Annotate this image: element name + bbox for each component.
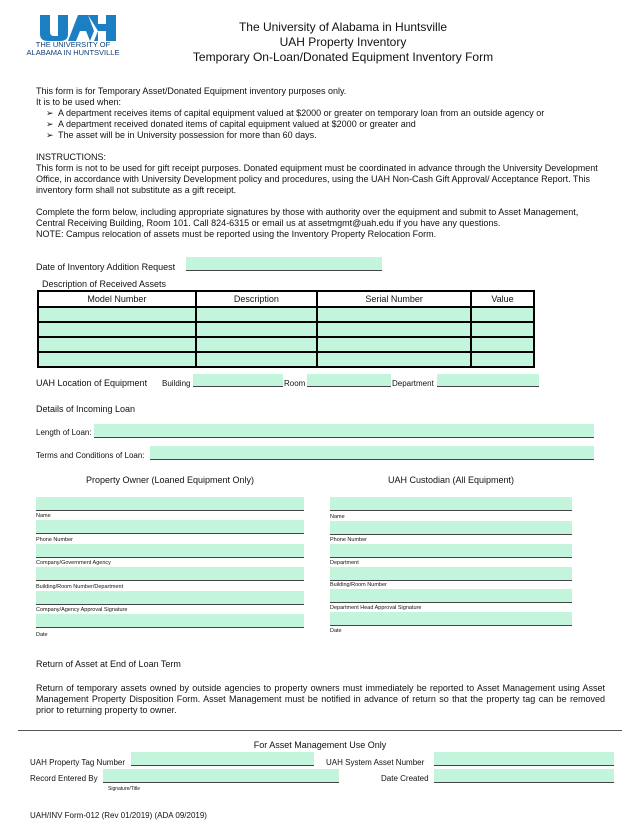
arrow-bullet-icon: ➢ [46, 108, 54, 118]
instructions-text: This form is not to be used for gift receipt purposes. Donated equipment must be coordinated in advance through the University Development Office, in accordance with University Development policy and procedures, using the UAH Non-Cash Gift Approval/ Acceptance Report. This inventory form shall not substitute as a gift receipt. [36, 163, 598, 195]
loan-length-field[interactable] [94, 424, 594, 437]
owner-company-field[interactable] [36, 544, 304, 557]
underline [193, 386, 283, 387]
header-line-3: Temporary On-Loan/Donated Equipment Inventory Form [192, 50, 494, 64]
underline [434, 782, 614, 783]
intro-bullet: ➢ A department received donated items of capital equipment valued at $2000 or greater and [46, 119, 416, 129]
building-label: Building [162, 379, 191, 388]
underline [330, 580, 572, 581]
underline [150, 459, 594, 460]
location-label: UAH Location of Equipment [36, 378, 148, 388]
table-row [38, 322, 534, 337]
instructions-heading: INSTRUCTIONS: [36, 152, 107, 162]
underline [36, 533, 304, 534]
uah-logo [18, 12, 128, 62]
instructions-block [36, 152, 606, 196]
intro-purpose: This form is for Temporary Asset/Donated Equipment inventory purposes only. [36, 86, 347, 96]
logo-line-2: ALABAMA IN HUNTSVILLE [26, 48, 120, 57]
owner-building-field[interactable] [36, 567, 304, 580]
table-cell[interactable] [38, 337, 196, 352]
owner-building-label: Building/Room Number/Department [36, 584, 124, 590]
owner-name-field[interactable] [36, 497, 304, 510]
date-request-field[interactable] [186, 257, 382, 270]
date-created-field[interactable] [434, 769, 614, 782]
underline [103, 782, 339, 783]
custodian-name-label: Name [330, 514, 345, 520]
intro-use-when: It is to be used when: [36, 97, 122, 107]
table-cell[interactable] [196, 322, 318, 337]
custodian-date-field[interactable] [330, 612, 572, 625]
column-header: Model Number [38, 291, 196, 307]
relocation-note: NOTE: Campus relocation of assets must be reported using the Inventory Property Relocation Form. [36, 229, 437, 239]
underline [94, 437, 594, 438]
custodian-signature-label: Department Head Approval Signature [330, 605, 422, 611]
department-label: Department [392, 379, 434, 388]
custodian-building-field[interactable] [330, 567, 572, 580]
complete-text: Complete the form below, including appropriate signatures by those with authority over the equipment and submit to Asset Management, Central Receiving Building, Room 101. Call 824-6315 or email us at assetmgmt@uah.edu if you have any questions. [36, 207, 579, 228]
section-divider [18, 730, 622, 731]
underline [36, 557, 304, 558]
owner-phone-field[interactable] [36, 520, 304, 533]
owner-phone-label: Phone Number [36, 537, 73, 543]
table-cell[interactable] [38, 322, 196, 337]
table-cell[interactable] [471, 337, 534, 352]
table-cell[interactable] [317, 352, 471, 367]
arrow-bullet-icon: ➢ [46, 119, 54, 129]
header-line-2: UAH Property Inventory [279, 35, 407, 49]
column-header: Serial Number [317, 291, 471, 307]
underline [330, 625, 572, 626]
date-created-label: Date Created [381, 774, 429, 783]
underline [131, 765, 314, 766]
custodian-department-field[interactable] [330, 544, 572, 557]
custodian-date-label: Date [330, 628, 342, 634]
owner-heading: Property Owner (Loaned Equipment Only) [85, 475, 255, 485]
table-cell[interactable] [471, 307, 534, 322]
underline [434, 765, 614, 766]
tag-number-label: UAH Property Tag Number [30, 758, 125, 767]
underline [330, 510, 572, 511]
return-text: Return of temporary assets owned by outside agencies to property owners must immediately be reported to Asset Management using Asset Management Property Disposition Form. Asset Management must be notified in advance of return so that the property tag can be removed prior to returning property to owner. [36, 683, 605, 715]
underline [437, 386, 539, 387]
loan-heading: Details of Incoming Loan [36, 404, 136, 414]
custodian-phone-label: Phone Number [330, 537, 367, 543]
owner-date-label: Date [36, 632, 48, 638]
table-cell[interactable] [471, 322, 534, 337]
form-number-footer: UAH/INV Form-012 (Rev 01/2019) (ADA 09/2019) [30, 811, 207, 820]
table-cell[interactable] [471, 352, 534, 367]
header-line-1: The University of Alabama in Huntsville [238, 20, 448, 34]
underline [307, 386, 391, 387]
intro-bullet: ➢ A department receives items of capital equipment valued at $2000 or greater on temporary loan from an outside agency or [46, 108, 545, 118]
table-header-row [38, 291, 534, 307]
table-row [38, 307, 534, 322]
owner-signature-label: Company/Agency Approval Signature [36, 607, 128, 613]
table-cell[interactable] [38, 307, 196, 322]
custodian-signature-field[interactable] [330, 589, 572, 602]
owner-signature-field[interactable] [36, 591, 304, 604]
intro-bullet: ➢ The asset will be in University possession for more than 60 days. [46, 130, 317, 140]
signature-title-caption: Signature/Title [108, 786, 141, 792]
table-cell[interactable] [196, 337, 318, 352]
underline [36, 580, 304, 581]
arrow-bullet-icon: ➢ [46, 130, 54, 140]
custodian-heading: UAH Custodian (All Equipment) [387, 475, 515, 485]
custodian-name-field[interactable] [330, 497, 572, 510]
room-field[interactable] [307, 374, 391, 386]
description-label: Description of Received Assets [42, 279, 167, 289]
column-header: Value [471, 291, 534, 307]
owner-company-label: Company/Government Agency [36, 560, 111, 566]
custodian-department-label: Department [330, 560, 359, 566]
table-row [38, 352, 534, 367]
underline [36, 510, 304, 511]
system-asset-label: UAH System Asset Number [326, 758, 425, 767]
uah-logo-mark [28, 12, 118, 42]
room-label: Room [284, 379, 306, 388]
owner-name-label: Name [36, 513, 51, 519]
table-cell[interactable] [317, 307, 471, 322]
office-heading: For Asset Management Use Only [253, 740, 387, 750]
loan-length-label: Length of Loan: [36, 428, 92, 437]
table-cell[interactable] [196, 307, 318, 322]
table-cell[interactable] [317, 337, 471, 352]
entered-by-label: Record Entered By [30, 774, 98, 783]
system-asset-field[interactable] [434, 752, 614, 765]
return-heading: Return of Asset at End of Loan Term [36, 659, 181, 669]
entered-by-field[interactable] [103, 769, 339, 782]
custodian-phone-field[interactable] [330, 521, 572, 534]
owner-date-field[interactable] [36, 614, 304, 627]
underline [36, 627, 304, 628]
building-field[interactable] [193, 374, 283, 386]
intro-block [36, 86, 606, 141]
department-field[interactable] [437, 374, 539, 386]
loan-terms-field[interactable] [150, 446, 594, 459]
table-cell[interactable] [317, 322, 471, 337]
tag-number-field[interactable] [131, 752, 314, 765]
assets-table [37, 290, 535, 368]
custodian-building-label: Building/Room Number [330, 582, 387, 588]
table-cell[interactable] [196, 352, 318, 367]
table-cell[interactable] [38, 352, 196, 367]
table-row [38, 337, 534, 352]
column-header: Description [196, 291, 318, 307]
underline [36, 604, 304, 605]
underline [330, 534, 572, 535]
loan-terms-label: Terms and Conditions of Loan: [36, 451, 145, 460]
date-request-label: Date of Inventory Addition Request [36, 262, 176, 272]
complete-block [36, 207, 606, 240]
underline [330, 602, 572, 603]
underline [330, 557, 572, 558]
underline [186, 270, 382, 271]
logo-line-1: THE UNIVERSITY OF [35, 40, 111, 49]
